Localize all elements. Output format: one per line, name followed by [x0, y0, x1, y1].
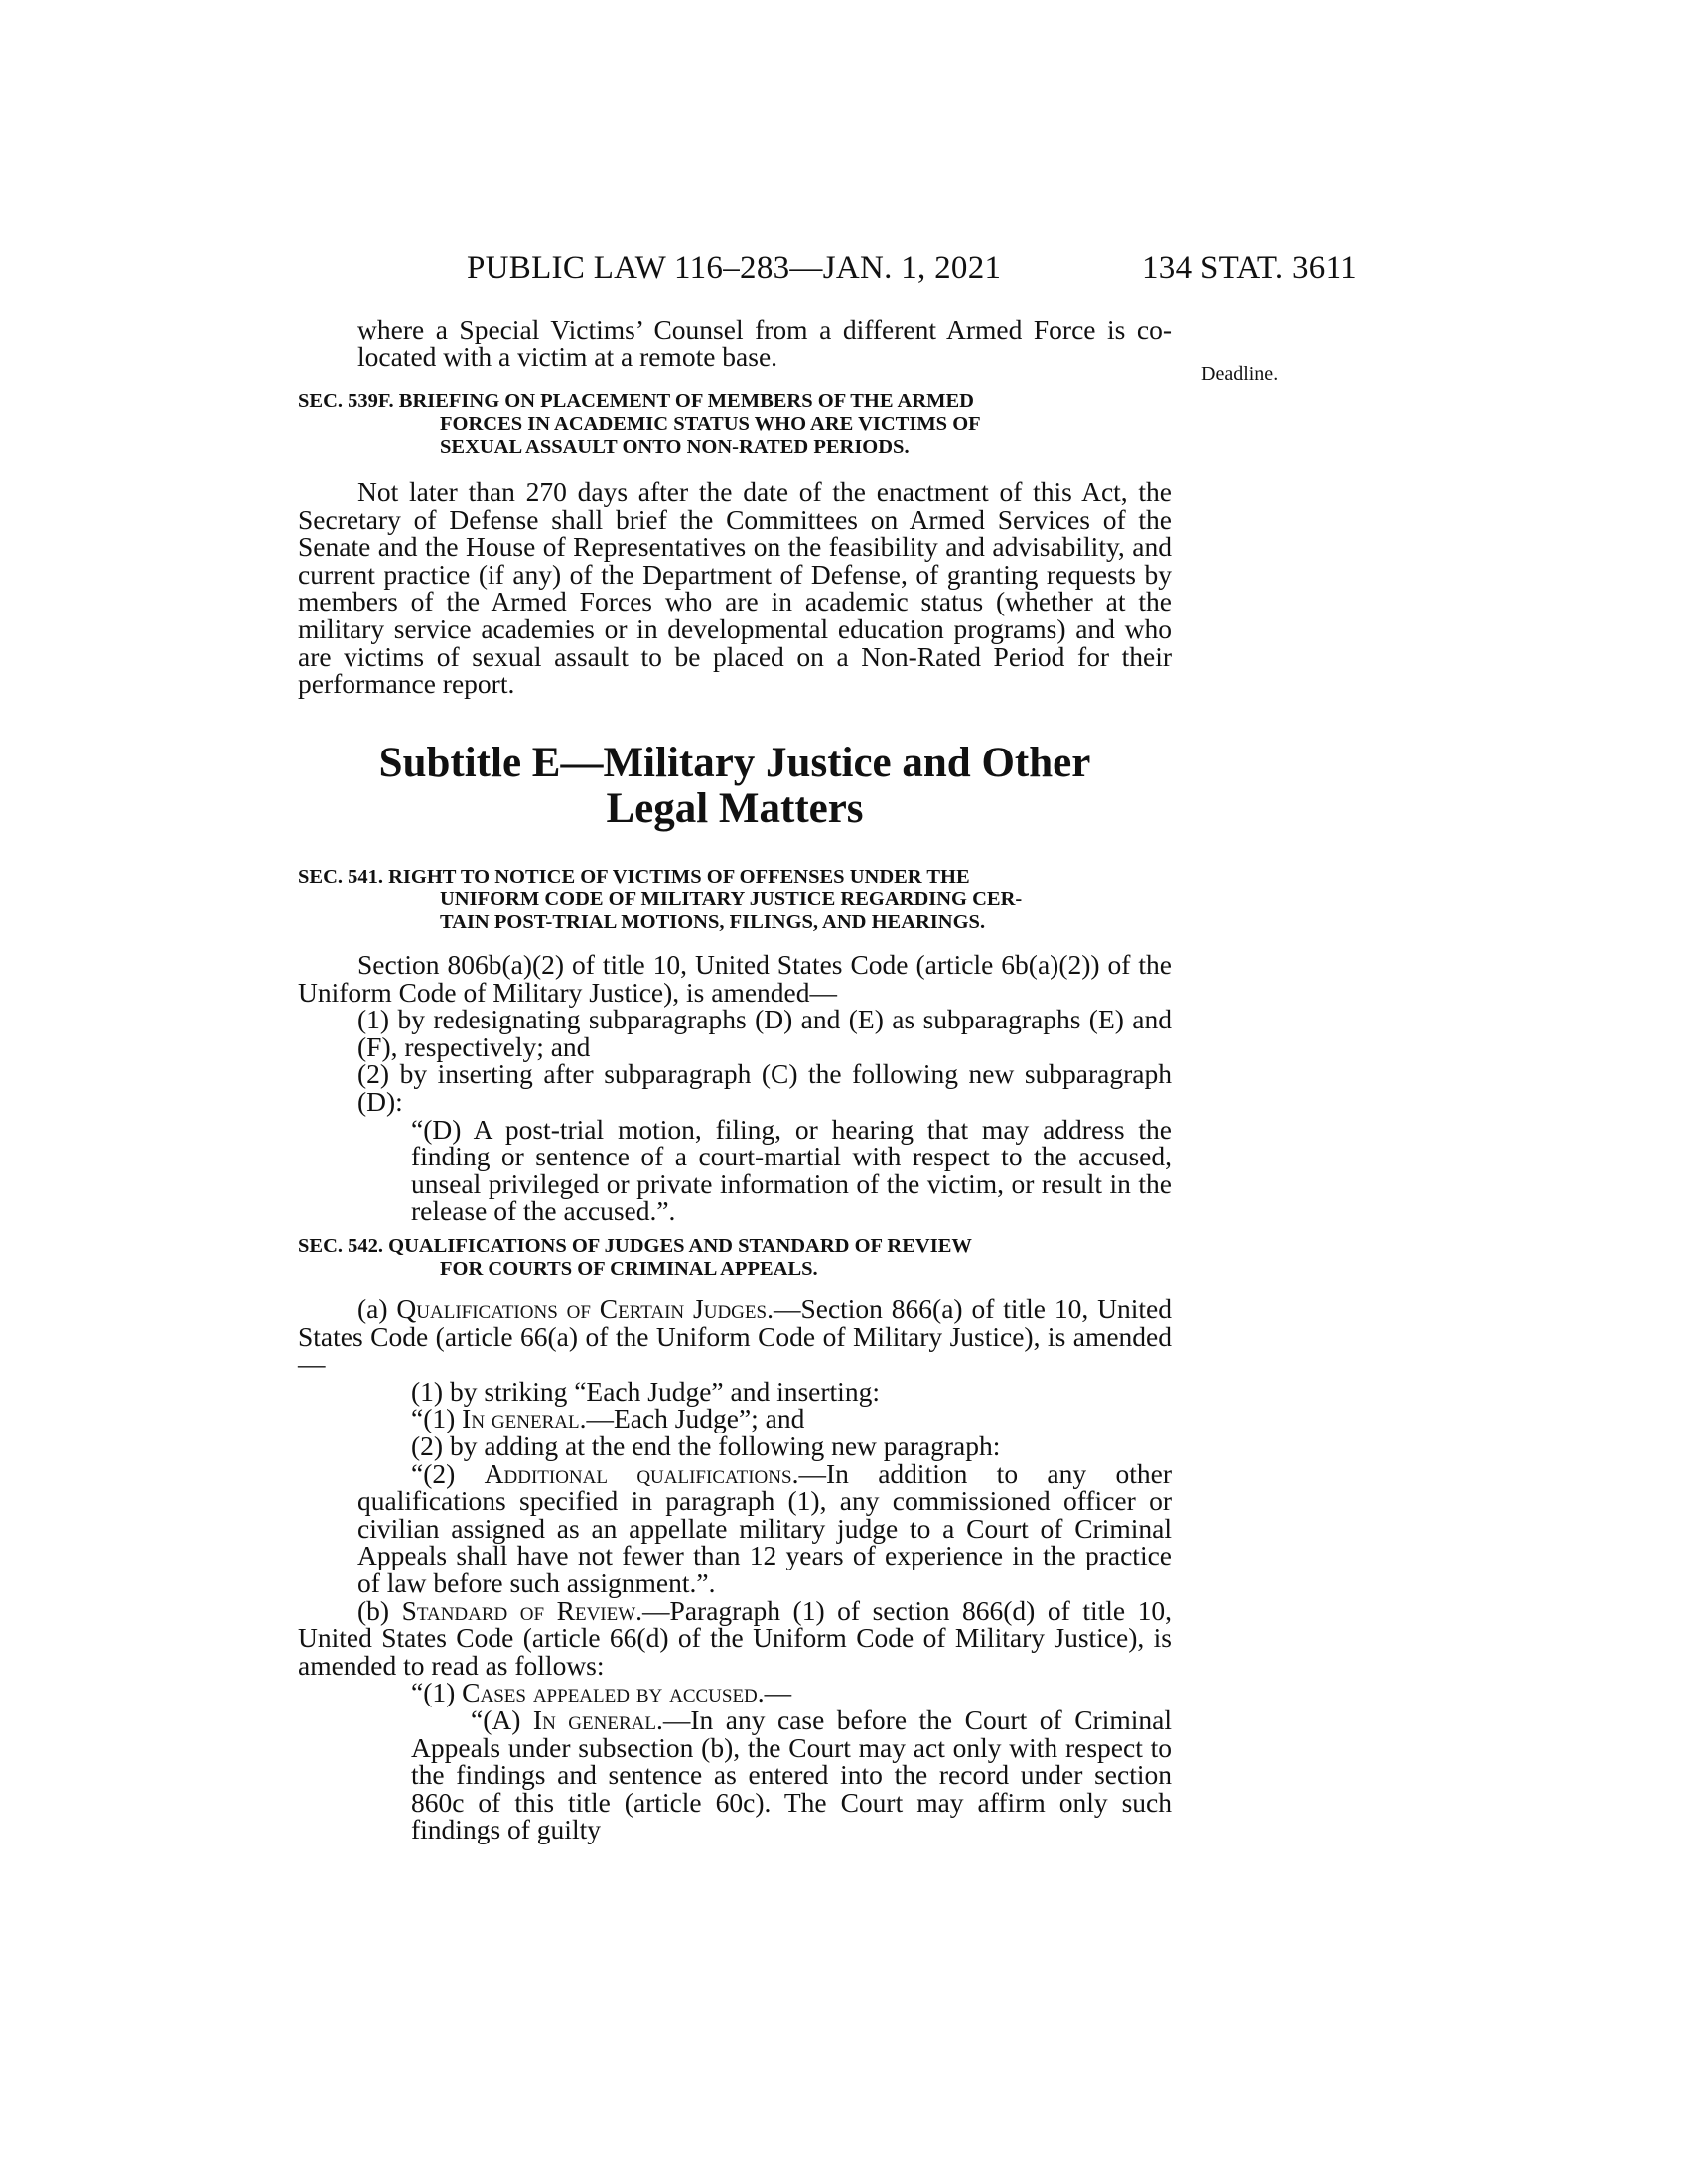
amendment-item — [298, 1060, 1172, 1115]
quote-caption: Cases appealed by accused — [462, 1677, 758, 1708]
section-heading-line: UNIFORM CODE OF MILITARY JUSTICE REGARDING CER- — [440, 888, 1023, 910]
amendment-item: (2) by adding at the end the following new paragraph: — [411, 1430, 1001, 1461]
subsection-label: (a) — [357, 1294, 397, 1324]
quote-text: .—In addition to any other qualifications specified in paragraph (1), any commissioned officer or civilian assigned as an appellate military judge to a Court of Criminal Appeals shall have not fewer than 12 years of experience in the practice of law before such assignment.”. — [357, 1457, 1172, 1598]
amendment-item: (1) by striking “Each Judge” and inserting: — [411, 1375, 880, 1407]
amendment-item-text: (2) by inserting after subparagraph (C) the following new subparagraph (D): — [357, 1058, 1172, 1117]
subsection-text: .—Section 866(a) of title 10, United States Code (article 66(a) of the Uniform Code of Military Justice), is amended— — [298, 1294, 1172, 1380]
section-heading-line: SEXUAL ASSAULT ONTO NON-RATED PERIODS. — [440, 436, 910, 458]
subtitle-heading — [298, 741, 1172, 832]
quoted-paragraph — [298, 1457, 1172, 1598]
section-paragraph: Not later than 270 days after the date of the enactment of this Act, the Secretary of Defense shall brief the Committees on Armed Services of the Senate and the House of Representatives on the feasibility and advisability, and current practice (if any) of the Department of Defense, of granting requests by members of the Armed Forces who are in academic status (whether at the military service academies or in developmental education programs) and who are victims of sexual assault to be placed on a Non-Rated Period for their performance report. — [298, 477, 1172, 700]
quote-caption: In general — [532, 1704, 656, 1735]
section-heading-line: FOR COURTS OF CRIMINAL APPEALS. — [440, 1258, 818, 1280]
amendment-item — [298, 1006, 1172, 1060]
quote-text: .—In any case before the Court of Criminal Appeals under subsection (b), the Court may act only with respect to the findings and sentence as entered into the record under section 860c of this title (article 60c). The Court may affirm only such findings of guilty — [411, 1704, 1172, 1845]
subsection-label: (b) — [357, 1594, 402, 1626]
quote-label: “(A) — [471, 1704, 533, 1735]
section-heading-542 — [298, 1235, 1172, 1281]
quote-text: .— — [757, 1677, 792, 1708]
quote-label: “(1) — [411, 1403, 463, 1434]
statute-page-reference: 134 STAT. 3611 — [1142, 250, 1357, 286]
quote-caption: In general — [462, 1403, 580, 1434]
quote-text: .—Each Judge”; and — [579, 1403, 805, 1434]
subtitle-line: Subtitle E—Military Justice and Other — [378, 740, 1091, 786]
section-heading-line: TAIN POST-TRIAL MOTIONS, FILINGS, AND HEARINGS. — [440, 911, 986, 933]
quote-label: “(2) — [411, 1457, 485, 1489]
subsection-text: .—Paragraph (1) of section 866(d) of title 10, United States Code (article 66(d) of the Uniform Code of Military Justice), is amended to read as follows: — [298, 1594, 1172, 1681]
quoted-subparagraph: “(D) A post-trial motion, filing, or hearing that may address the finding or sentence of a court-martial with respect to the accused, unseal privileged or private information of the victim, or result in the release of the accused.”. — [411, 1113, 1172, 1227]
subsection-b — [298, 1594, 1172, 1681]
quote-caption: Additional qualifications — [484, 1457, 792, 1489]
continuation-text: where a Special Victims’ Counsel from a different Armed Force is co-located with a victim at a remote base. — [357, 314, 1172, 372]
section-heading-line: FORCES IN ACADEMIC STATUS WHO ARE VICTIMS OF — [440, 413, 981, 435]
continuation-paragraph — [298, 316, 1172, 370]
section-body-542 — [298, 1296, 1172, 1843]
quoted-paragraph — [298, 1405, 1172, 1433]
amendment-item-text: (1) by redesignating subparagraphs (D) and (E) as subparagraphs (E) and (F), respectively; and — [357, 1004, 1172, 1062]
section-heading-539f — [298, 390, 1172, 459]
section-heading-541 — [298, 866, 1172, 934]
quote-label: “(1) — [411, 1677, 463, 1708]
quoted-subparagraph — [298, 1706, 1172, 1843]
subsection-caption: Standard of Review — [401, 1594, 636, 1626]
section-heading-line: SEC. 542. QUALIFICATIONS OF JUDGES AND STANDARD OF REVIEW — [298, 1235, 972, 1257]
quoted-paragraph — [298, 1679, 1172, 1706]
subsection-a — [298, 1296, 1172, 1378]
section-heading-line: SEC. 539F. BRIEFING ON PLACEMENT OF MEMBERS OF THE ARMED — [298, 390, 974, 412]
section-heading-line: SEC. 541. RIGHT TO NOTICE OF VICTIMS OF OFFENSES UNDER THE — [298, 866, 970, 887]
section-intro: Section 806b(a)(2) of title 10, United States Code (article 6b(a)(2)) of the Uniform Code of Military Justice), is amended— — [298, 949, 1172, 1008]
section-body-541 — [298, 951, 1172, 1225]
margin-note-deadline: Deadline. — [1201, 363, 1279, 385]
section-body-539f — [298, 478, 1172, 698]
running-head: PUBLIC LAW 116–283—JAN. 1, 2021 — [467, 250, 1002, 286]
subsection-caption: Qualifications of Certain Judges — [396, 1294, 768, 1324]
subtitle-line: Legal Matters — [606, 785, 864, 832]
